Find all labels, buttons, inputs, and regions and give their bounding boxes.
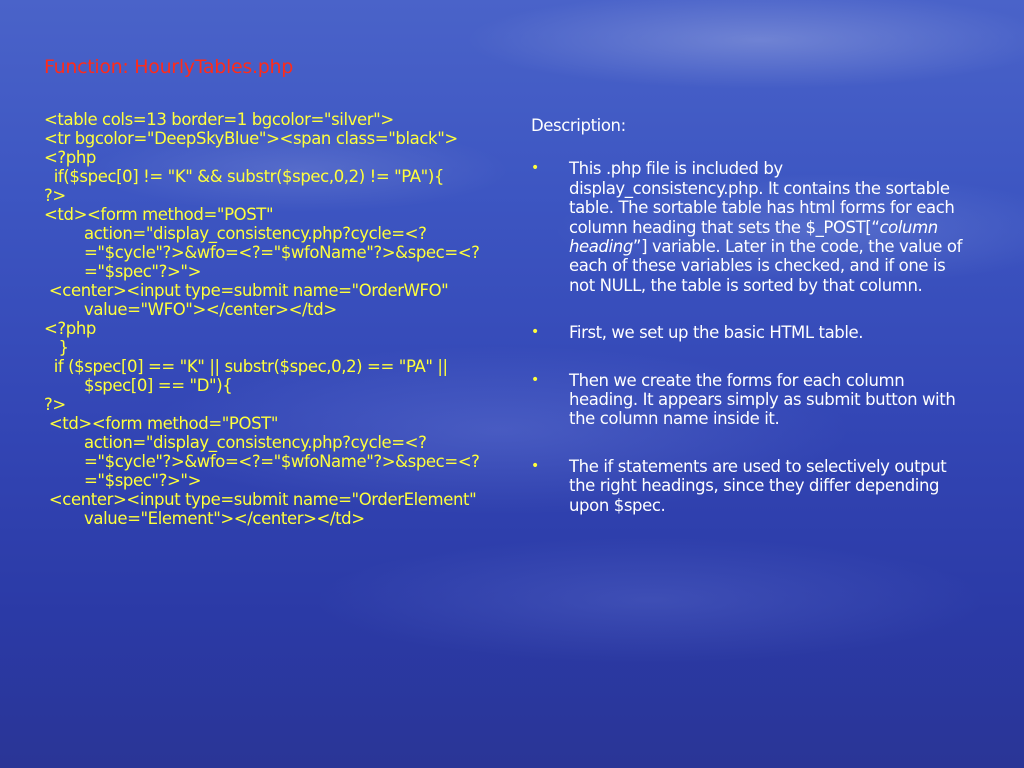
description-list [531, 159, 971, 515]
code-line: <?php [44, 319, 96, 338]
code-line: <center><input type=submit name="OrderWFO" value="WFO"></center></td> [44, 281, 454, 319]
bullet-text: ”] variable. Later in the code, the value of each of these variables is checked, and if one is not NULL, the table is sorted by that column. [569, 237, 962, 295]
description-bullet [531, 323, 971, 342]
slide-title: Function: HourlyTables.php [44, 56, 293, 78]
bullet-text: The if statements are used to selectively output the right headings, since they differ depending upon $spec. [569, 456, 947, 515]
bullet-icon: • [531, 324, 539, 341]
code-line: if($spec[0] != "K" && substr($spec,0,2) != "PA"){ [44, 167, 445, 186]
code-line: <td><form method="POST" action="display_consistency.php?cycle=<?="$cycle"?>&wfo=<?="$wfoName"?>&spec=<?="$spec"?>"> [44, 205, 480, 281]
description-heading: Description: [531, 116, 626, 135]
description-bullet [531, 371, 971, 429]
bullet-icon: • [531, 371, 539, 388]
code-line: <center><input type=submit name="OrderElement" value="Element"></center></td> [44, 490, 482, 528]
code-line: if ($spec[0] == "K" || substr($spec,0,2) == "PA" || $spec[0] == "D"){ [44, 357, 453, 395]
code-line: <table cols=13 border=1 bgcolor="silver"> [44, 110, 394, 129]
code-line: <td><form method="POST" action="display_consistency.php?cycle=<?="$cycle"?>&wfo=<?="$wfoName"?>&spec=<?="$spec"?>"> [44, 414, 480, 490]
bullet-text: First, we set up the basic HTML table. [569, 323, 864, 343]
code-line: ?> [44, 395, 66, 414]
bullet-icon: • [531, 160, 539, 177]
code-line: <?php [44, 148, 96, 167]
bullet-text: Then we create the forms for each column heading. It appears simply as submit button with the column name inside it. [569, 370, 956, 429]
description-panel [531, 116, 971, 543]
code-line: } [44, 338, 69, 357]
code-line: <tr bgcolor="DeepSkyBlue"><span class="black"> [44, 129, 458, 148]
description-bullet [531, 159, 971, 295]
bullet-text: This .php file is included by display_consistency.php. It contains the sortable table. The sortable table has html forms for each column heading that sets the $_POST[“ [569, 159, 955, 237]
bullet-icon: • [531, 457, 539, 474]
bullet-emphasis: column heading [569, 217, 938, 257]
description-bullet [531, 457, 971, 515]
code-block [44, 110, 484, 528]
code-line: ?> [44, 186, 66, 205]
